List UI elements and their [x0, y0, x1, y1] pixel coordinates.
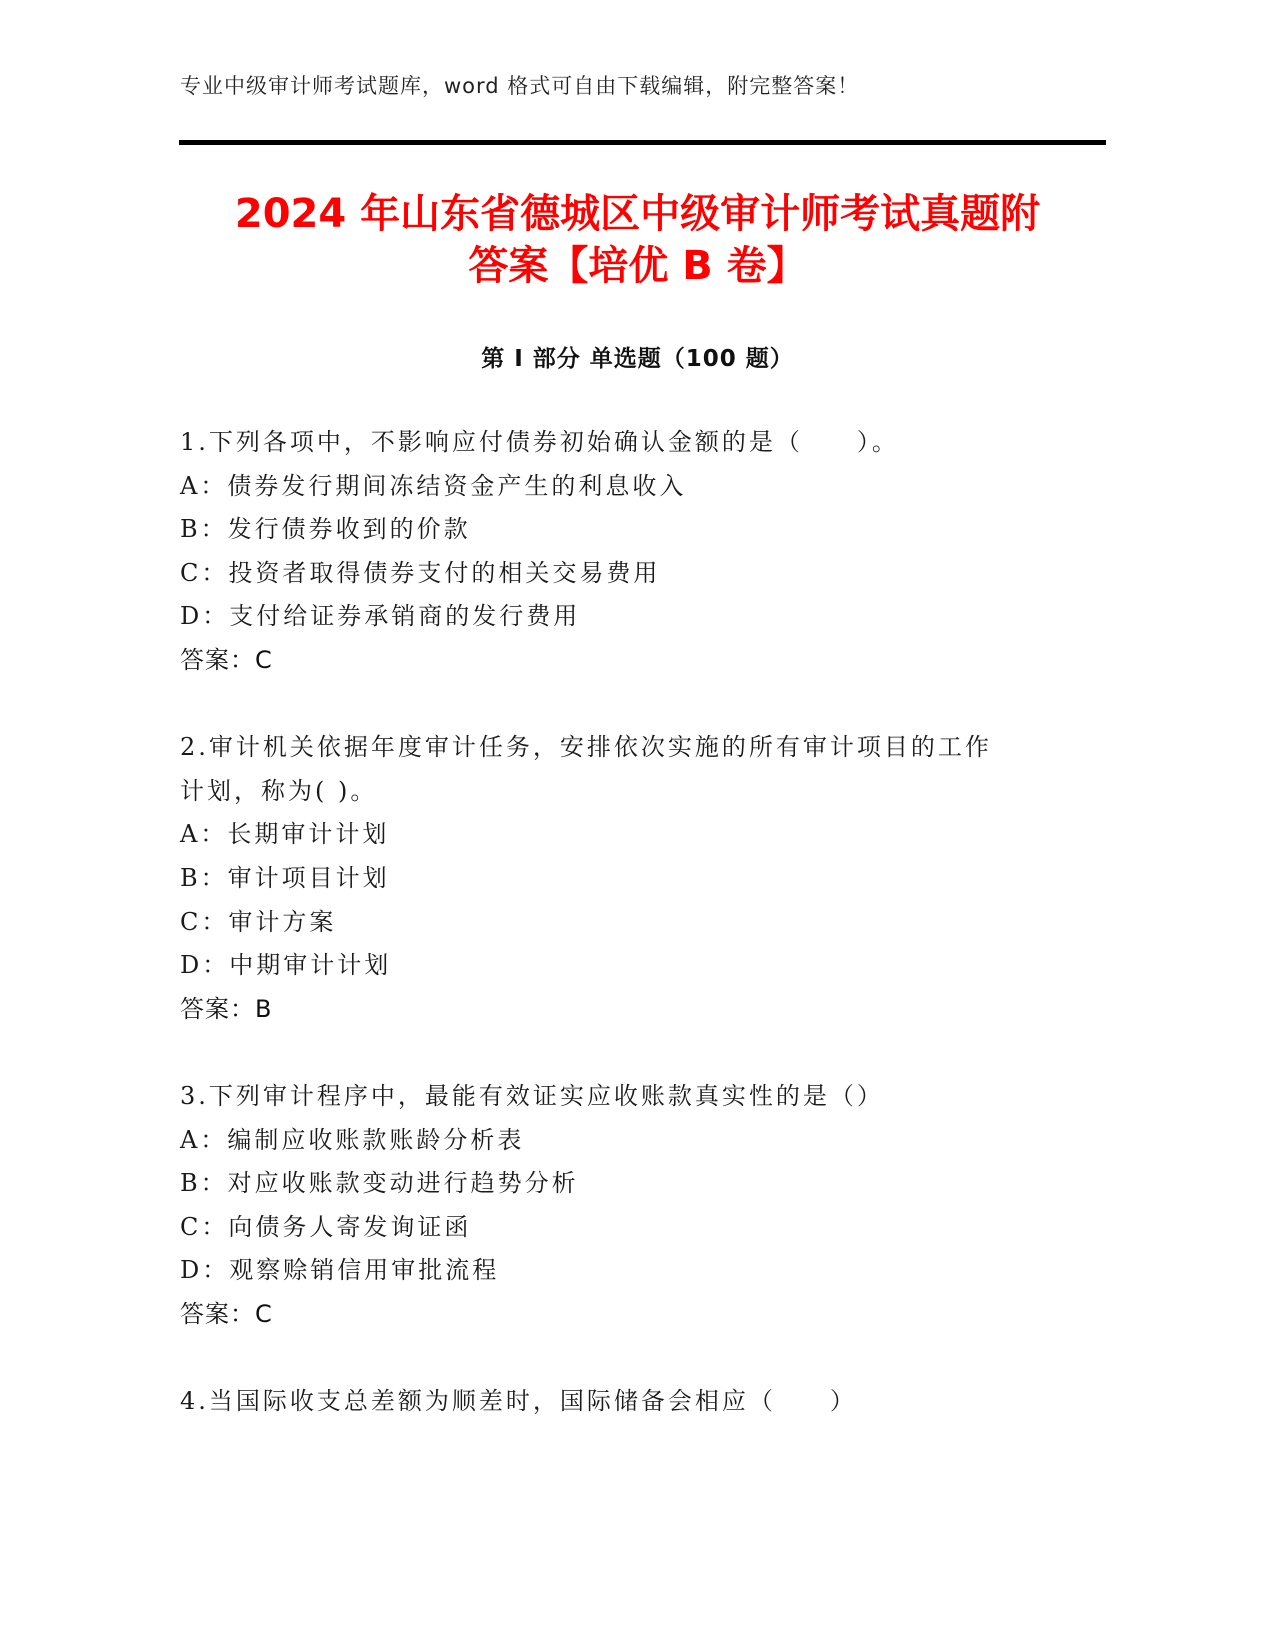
question-stem: 4.当国际收支总差额为顺差时，国际储备会相应（ ）: [180, 1387, 857, 1416]
question-2: [180, 726, 1040, 1031]
page-header: 专业中级审计师考试题库，word 格式可自由下载编辑，附完整答案！: [180, 74, 860, 98]
option-b: B：发行债券收到的价款: [180, 515, 471, 544]
option-b: B：对应收账款变动进行趋势分析: [180, 1169, 579, 1198]
option-a: A：债券发行期间冻结资金产生的利息收入: [180, 471, 687, 500]
question-stem: 1.下列各项中，不影响应付债券初始确认金额的是（ ）。: [180, 428, 899, 456]
question-spacer: [180, 1031, 1040, 1075]
option-c: C：审计方案: [180, 907, 337, 936]
header-divider: [179, 140, 1106, 145]
section-title: 第 I 部分 单选题（100 题）: [481, 346, 794, 372]
option-a: A：长期审计计划: [180, 820, 390, 849]
option-c: C：向债务人寄发询证函: [180, 1212, 472, 1241]
question-stem-continued: 计划，称为( )。: [180, 776, 378, 805]
option-b: B：审计项目计划: [180, 863, 390, 892]
question-1: [180, 421, 1040, 683]
question-3: [180, 1075, 1040, 1337]
option-a: A：编制应收账款账龄分析表: [180, 1125, 525, 1154]
question-stem: 2.审计机关依据年度审计任务，安排依次实施的所有审计项目的工作: [180, 733, 992, 762]
option-c: C：投资者取得债券支付的相关交易费用: [180, 558, 661, 587]
answer: 答案：C: [180, 1299, 273, 1328]
answer: 答案：C: [180, 645, 273, 674]
answer: 答案：B: [180, 994, 273, 1023]
option-d: D：观察赊销信用审批流程: [180, 1256, 500, 1285]
option-d: D：中期审计计划: [180, 951, 392, 980]
option-d: D：支付给证券承销商的发行费用: [180, 602, 581, 631]
question-4: [180, 1380, 1040, 1424]
question-stem: 3.下列审计程序中，最能有效证实应收账款真实性的是（）: [180, 1081, 884, 1110]
question-spacer: [180, 683, 1040, 727]
title-line-2: 答案【培优 B 卷】: [468, 243, 807, 289]
question-list: [180, 421, 1040, 1424]
document-title: [150, 188, 1125, 292]
question-spacer: [180, 1336, 1040, 1380]
title-line-1: 2024 年山东省德城区中级审计师考试真题附: [234, 191, 1041, 237]
